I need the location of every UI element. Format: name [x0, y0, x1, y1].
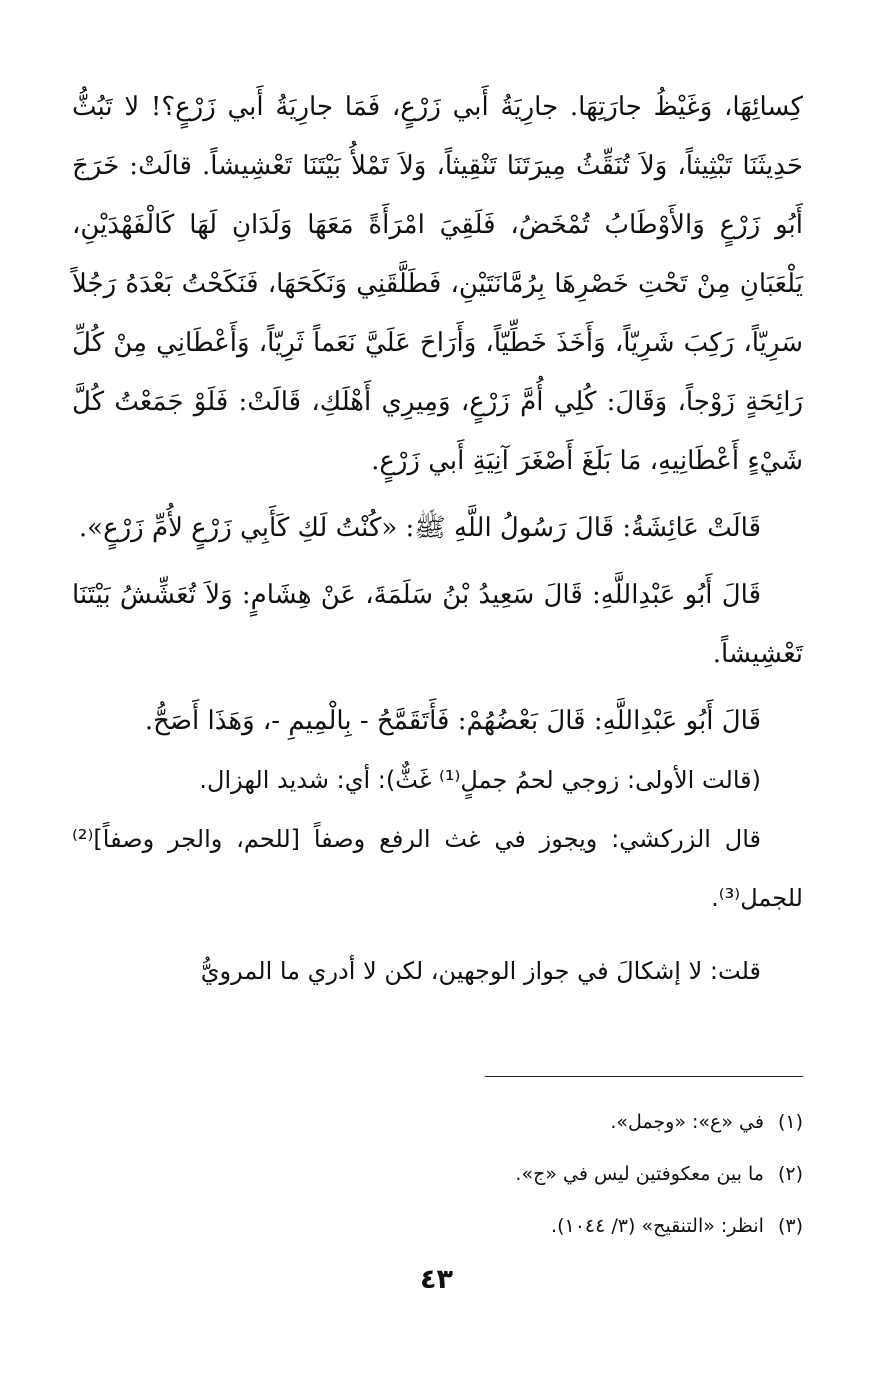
commentary-author: قلت: لا إشكالَ في جواز الوجهين، لكن لا أدري ما المرويُّ — [200, 957, 761, 985]
footnote-text: ما بين معكوفتين ليس في «ج». — [515, 1163, 764, 1185]
abu-abdillah-note-2: قَالَ أَبُو عَبْدِاللَّهِ: قَالَ بَعْضُهُمْ: فَأَتَقَمَّحُ - بِالْمِيمِ -، وَهَذَا أَصَحُّ. — [144, 706, 761, 736]
footnote-number: (٢) — [777, 1163, 803, 1185]
footnote-number: (٣) — [777, 1215, 803, 1237]
footnotes — [72, 1096, 803, 1252]
commentary-first-woman: (قالت الأولى: زوجي لحمُ جملٍ⁽¹⁾ غَثٌّ): أي: شديد الهزال. — [199, 766, 761, 794]
abu-abdillah-note-1: قَالَ أَبُو عَبْدِاللَّهِ: قَالَ سَعِيدُ بْنُ سَلَمَةَ، عَنْ هِشَامٍ: وَلاَ تُعَشِّشُ بَيْتَنَا تَعْشِيشاً. — [72, 580, 803, 669]
footnote-item — [72, 1148, 803, 1200]
footnote-text: انظر: «التنقيح» (٣/ ١٠٤٤). — [551, 1215, 764, 1237]
aisha-statement: قَالَتْ عَائِشَةُ: قَالَ رَسُولُ اللَّهِ ﷺ: «كُنْتُ لَكِ كَأَبِي زَرْعٍ لأُمِّ زَرْعٍ». — [78, 513, 761, 543]
page-number: ٤٣ — [420, 1264, 453, 1295]
main-text — [72, 78, 803, 1001]
hadith-paragraph: كِسائِهَا، وَغَيْظُ جارَتِهَا. جارِيَةُ أَبي زَرْعٍ، فَمَا جارِيَةُ أَبي زَرْعٍ؟! لا تَبُثُّ حَدِيثَنَا تَبْثِيثاً، وَلاَ تُنَقِّثُ مِيرَتَنَا تَنْقِيثاً، وَلاَ تَمْلأُ بَيْتَنَا تَعْشِيشاً. قالَتْ: خَرَجَ أَبُو زَرْعٍ وَالأَوْطَابُ تُمْخَضُ، فَلَقِيَ امْرَأَةً مَعَهَا وَلَدَانِ لَهَا كَالْفَهْدَيْنِ، يَلْعَبَانِ مِنْ تَحْتِ خَصْرِهَا بِرُمَّانَتَيْنِ، فَطَلَّقَنِي وَنَكَحَهَا، فَنَكَحْتُ بَعْدَهُ رَجُلاً سَرِيّاً، رَكِبَ شَرِيّاً، وَأَخَذَ خَطِّيّاً، وَأَرَاحَ عَلَيَّ نَعَماً ثَرِيّاً، وَأَعْطَانِي مِنْ كُلِّ رَائِحَةٍ زَوْجاً، وَقَالَ: كُلِي أُمَّ زَرْعٍ، وَمِيرِي أَهْلَكِ، قَالَتْ: فَلَوْ جَمَعْتُ كُلَّ شَيْءٍ أَعْطَانِيهِ، مَا بَلَغَ أَصْغَرَ آنِيَةِ أَبي زَرْعٍ. — [72, 92, 803, 476]
footnote-text: في «ع»: «وجمل». — [610, 1111, 764, 1133]
footnote-divider — [485, 1076, 803, 1077]
footnote-item — [72, 1096, 803, 1148]
footnote-item — [72, 1200, 803, 1252]
footnote-number: (١) — [777, 1111, 803, 1133]
commentary-zarkashi: قال الزركشي: ويجوز في غث الرفع وصفاً [للحم، والجر وصفاً]⁽²⁾ للجمل⁽³⁾. — [72, 825, 803, 912]
